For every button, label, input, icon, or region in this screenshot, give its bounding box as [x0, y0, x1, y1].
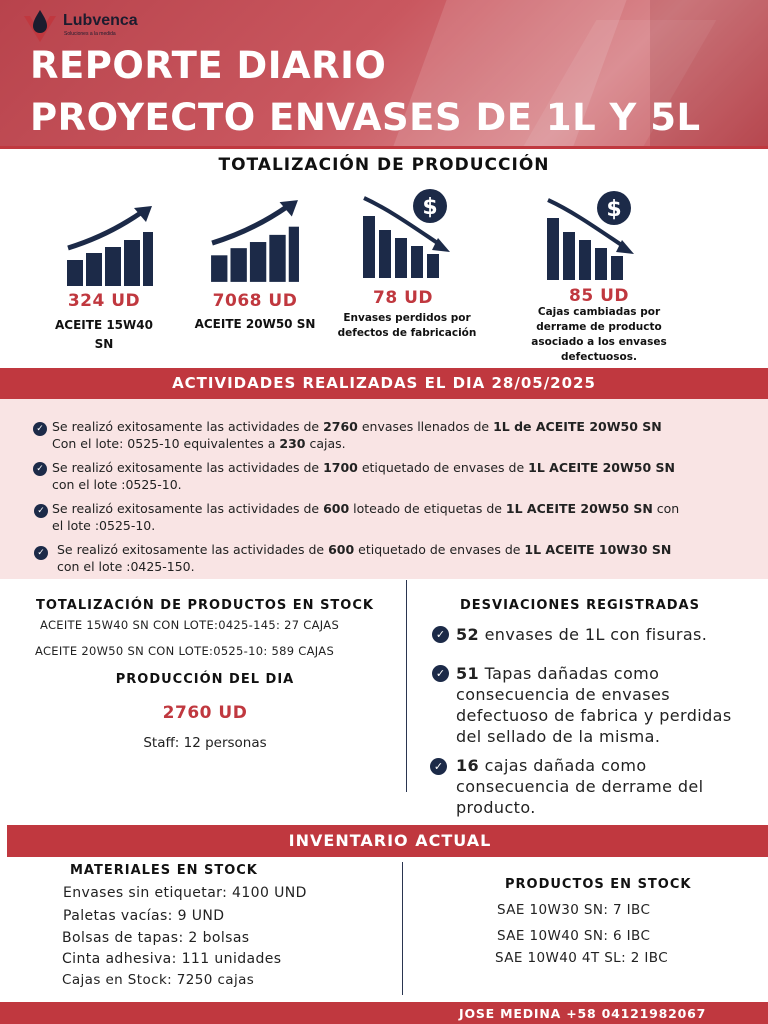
activity-item-4: Se realizó exitosamente las actividades de 600 etiquetado de envases de 1L ACEITE 10W30 SN con el lote :0425-150. — [57, 542, 672, 574]
material-item: Cajas en Stock: 7250 cajas — [62, 972, 255, 988]
check-icon: ✓ — [432, 626, 449, 643]
brand-name: Lubvenca — [63, 12, 138, 29]
footer-contact: JOSE MEDINA +58 04121982067 — [459, 1006, 707, 1021]
check-icon: ✓ — [34, 504, 48, 518]
kpi-value-changed-boxes: 85 UD — [569, 286, 629, 306]
deviations-title: DESVIACIONES REGISTRADAS — [460, 598, 700, 613]
growth-chart-icon-2 — [208, 198, 300, 284]
loss-chart-icon-2 — [544, 190, 638, 282]
svg-text:$: $ — [422, 195, 438, 220]
activities-title: ACTIVIDADES REALIZADAS EL DIA 28/05/2025 — [172, 374, 596, 392]
material-item: Paletas vacías: 9 UND — [63, 908, 225, 924]
check-icon: ✓ — [34, 546, 48, 560]
product-item: SAE 10W30 SN: 7 IBC — [497, 902, 651, 918]
check-icon: ✓ — [33, 462, 47, 476]
production-title: TOTALIZACIÓN DE PRODUCCIÓN — [218, 155, 550, 175]
kpi-label-lost-containers: Envases perdidos por defectos de fabricación — [337, 312, 477, 339]
products-title: PRODUCTOS EN STOCK — [505, 877, 692, 892]
inventory-title: INVENTARIO ACTUAL — [288, 831, 492, 850]
materials-title: MATERIALES EN STOCK — [70, 863, 258, 878]
stock-title: TOTALIZACIÓN DE PRODUCTOS EN STOCK — [36, 598, 374, 613]
activity-item-3: Se realizó exitosamente las actividades de 600 loteado de etiquetas de 1L ACEITE 20W50 SN con el lote :0525-10. — [52, 501, 680, 533]
material-item: Envases sin etiquetar: 4100 UND — [63, 885, 307, 901]
kpi-value-15w40: 324 UD — [67, 291, 141, 311]
deviation-item-3: 16 cajas dañada como consecuencia de derrame del producto. — [456, 756, 704, 817]
product-item: SAE 10W40 4T SL: 2 IBC — [495, 950, 669, 966]
product-item: SAE 10W40 SN: 6 IBC — [497, 928, 651, 944]
activity-item-1: Se realizó exitosamente las actividades de 2760 envases llenados de 1L de ACEITE 20W50 SN Con el lote: 0525-10 equivalentes a 230 cajas. — [52, 419, 662, 451]
report-title-line2: PROYECTO ENVASES DE 1L Y 5L — [30, 96, 701, 139]
daily-production-value: 2760 UD — [162, 703, 248, 723]
kpi-label-20w50: ACEITE 20W50 SN — [194, 317, 316, 331]
header-divider — [0, 146, 768, 149]
deviation-item-2: 51 Tapas dañadas como consecuencia de envases defectuoso de fabrica y perdidas del sellado de la misma. — [456, 664, 732, 746]
check-icon: ✓ — [432, 665, 449, 682]
column-divider — [406, 580, 407, 792]
stock-line-15w40: ACEITE 15W40 SN CON LOTE:0425-145: 27 CAJAS — [40, 618, 340, 632]
lubvenca-logo-icon — [22, 8, 58, 44]
inventory-divider — [402, 862, 403, 995]
loss-chart-icon — [360, 188, 454, 280]
daily-production-title: PRODUCCIÓN DEL DIA — [115, 672, 295, 687]
report-title-line1: REPORTE DIARIO — [30, 44, 387, 87]
material-item: Bolsas de tapas: 2 bolsas — [62, 930, 250, 946]
check-icon: ✓ — [430, 758, 447, 775]
growth-chart-icon — [64, 204, 154, 288]
kpi-value-20w50: 7068 UD — [212, 291, 298, 311]
activity-item-2: Se realizó exitosamente las actividades de 1700 etiquetado de envases de 1L ACEITE 20W50 SN con el lote :0525-10. — [52, 460, 675, 492]
kpi-label-changed-boxes: Cajas cambiadas por derrame de producto asociado a los envases defectuosos. — [531, 306, 667, 363]
kpi-label-15w40: ACEITE 15W40 SN — [55, 318, 153, 351]
brand-tagline: Soluciones a la medida — [64, 31, 116, 37]
stock-line-20w50: ACEITE 20W50 SN CON LOTE:0525-10: 589 CAJAS — [35, 644, 335, 658]
deviation-item-1: 52 envases de 1L con fisuras. — [456, 625, 708, 644]
svg-text:$: $ — [606, 197, 622, 222]
check-icon: ✓ — [33, 422, 47, 436]
staff-count: Staff: 12 personas — [143, 735, 267, 751]
material-item: Cinta adhesiva: 111 unidades — [62, 951, 282, 967]
kpi-value-lost-containers: 78 UD — [373, 288, 433, 308]
